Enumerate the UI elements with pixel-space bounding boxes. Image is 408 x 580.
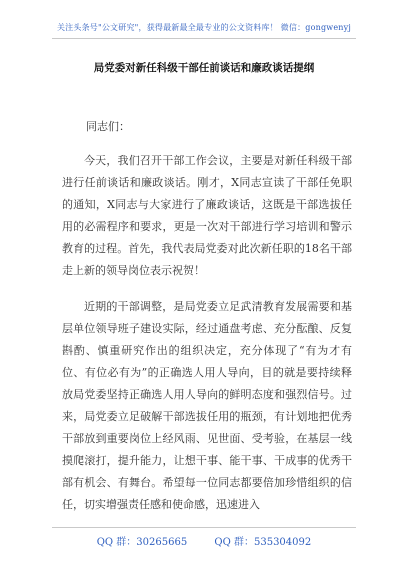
footer-divider <box>52 527 356 528</box>
header-divider <box>52 38 356 39</box>
footer-qq-group-2: QQ 群：535304092 <box>214 537 312 548</box>
salutation: 同志们： <box>86 120 130 133</box>
header-banner: 关注头条号"公文研究"，获得最新最全最专业的公文资料库！ 微信：gongwenyj <box>56 23 352 32</box>
footer-qq-group-1: QQ 群：30265665 <box>96 537 188 548</box>
document-title: 局党委对新任科级干部任前谈话和廉政谈话提纲 <box>93 62 315 74</box>
footer <box>0 533 408 548</box>
paragraph-1: 今天，我们召开干部工作会议，主要是对新任科级干部进行任前谈话和廉政谈话。刚才，X同志宣读了干部任免职的通知，X同志与大家进行了廉政谈话，这既是干部选拔任用的必需程序和要求，更是一次对干部进行学习培训和警示教育的过程。首先，我代表局党委对此次新任职的18名干部走上新的领导岗位表示祝贺！ <box>62 154 352 277</box>
paragraph-2: 近期的干部调整，是局党委立足武清教育发展需要和基层单位领导班子建设实际，经过通盘考虑、充分酝酿、反复斟酌、慎重研究作出的组织决定，充分体现了“有为才有位、有位必有为”的正确选人用人导向，目的就是要持续释放局党委坚持正确选人用人导向的鲜明态度和强烈信号。过来，局党委立足破解干部选拔任用的瓶颈，有计划地把优秀干部放到重要岗位上经风雨、见世面、受考验，在基层一线摸爬滚打，提升能力，让想干事、能干事、干成事的优秀干部有机会、有舞台。希望每一位同志都要倍加珍惜组织的信任，切实增强责任感和使命感，迅速进入 <box>62 300 352 511</box>
